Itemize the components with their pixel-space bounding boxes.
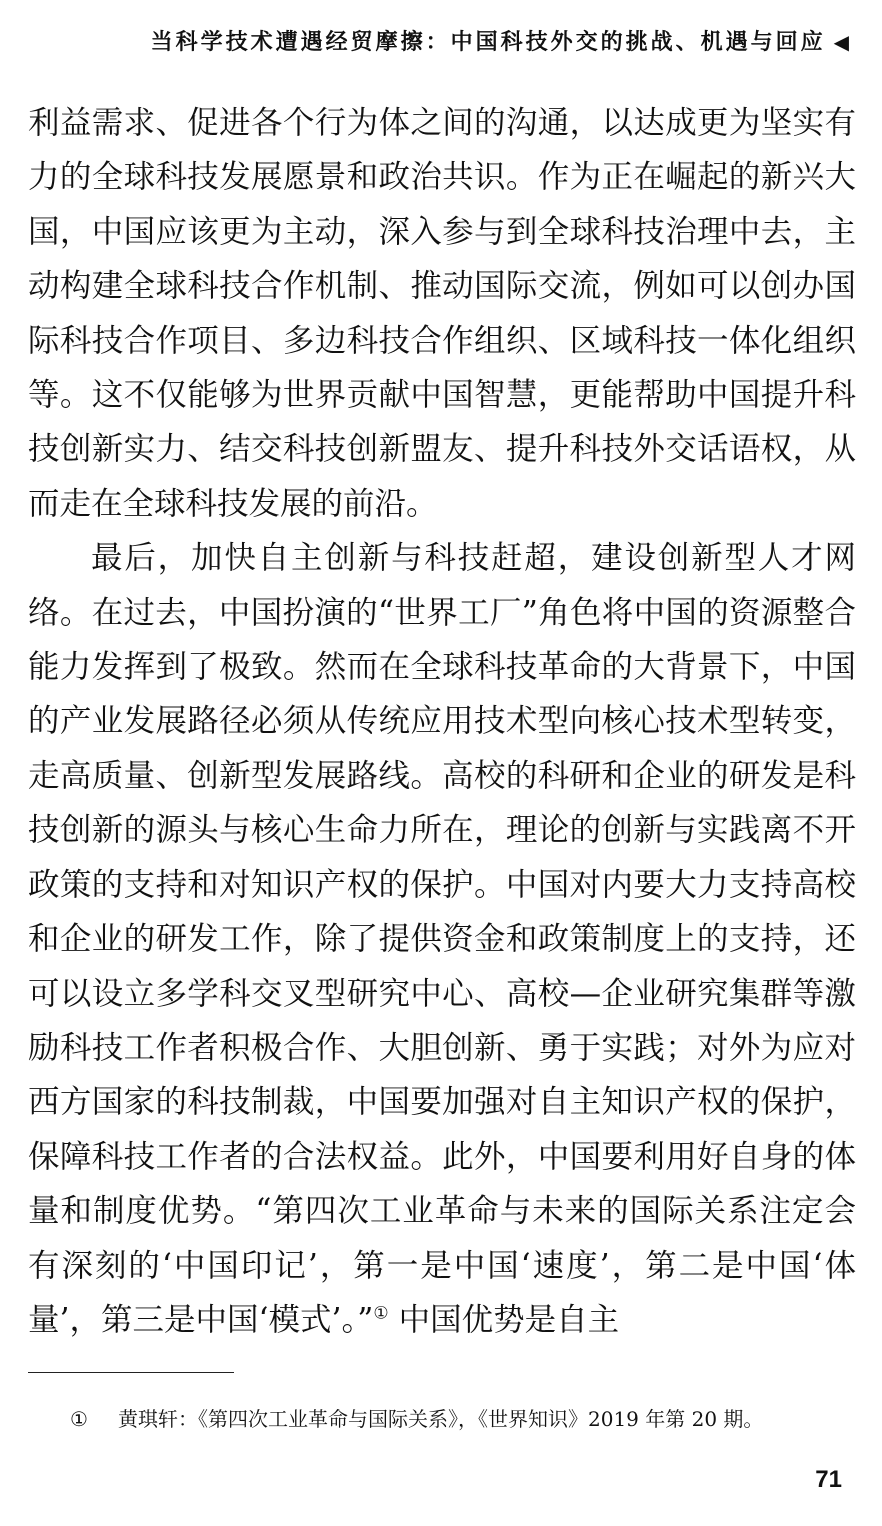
main-text — [28, 96, 856, 1347]
paragraph-1: 利益需求、促进各个行为体之间的沟通，以达成更为坚实有力的全球科技发展愿景和政治共识。作为正在崛起的新兴大国，中国应该更为主动，深入参与到全球科技治理中去，主动构建全球科技合作机制、推动国际交流，例如可以创办国际科技合作项目、多边科技合作组织、区域科技一体化组织等。这不仅能够为世界贡献中国智慧，更能帮助中国提升科技创新实力、结交科技创新盟友、提升科技外交话语权，从而走在全球科技发展的前沿。 — [28, 105, 856, 522]
footnote-reference[interactable]: ① — [373, 1303, 389, 1324]
page-number: 71 — [815, 1466, 842, 1493]
footnote-divider — [28, 1372, 234, 1373]
running-title: 当科学技术遭遇经贸摩擦：中国科技外交的挑战、机遇与回应 — [150, 30, 826, 55]
footnote-mark: ① — [70, 1407, 88, 1431]
paragraph-2-tail: 中国优势是自主 — [388, 1301, 620, 1338]
footnote-text: 黄琪轩：《第四次工业革命与国际关系》，《世界知识》2019 年第 20 期。 — [118, 1407, 764, 1431]
paragraph-2 — [28, 531, 856, 1347]
paragraph-2-text: 最后，加快自主创新与科技赶超，建设创新型人才网络。在过去，中国扮演的“世界工厂”角色将中国的资源整合能力发挥到了极致。然而在全球科技革命的大背景下，中国的产业发展路径必须从传统应用技术型向核心技术型转变，走高质量、创新型发展路线。高校的科研和企业的研发是科技创新的源头与核心生命力所在，理论的创新与实践离不开政策的支持和对知识产权的保护。中国对内要大力支持高校和企业的研发工作，除了提供资金和政策制度上的支持，还可以设立多学科交叉型研究中心、高校—企业研究集群等激励科技工作者积极合作、大胆创新、勇于实践；对外为应对西方国家的科技制裁，中国要加强对自主知识产权的保护，保障科技工作者的合法权益。此外，中国要利用好自身的体量和制度优势。“第四次工业革命与未来的国际关系注定会有深刻的‘中国印记’，第一是中国‘速度’，第二是中国‘体量’，第三是中国‘模式’。” — [28, 540, 856, 1338]
footnote — [70, 1404, 854, 1434]
running-header — [90, 24, 852, 61]
left-triangle-icon: ◀ — [833, 30, 852, 54]
